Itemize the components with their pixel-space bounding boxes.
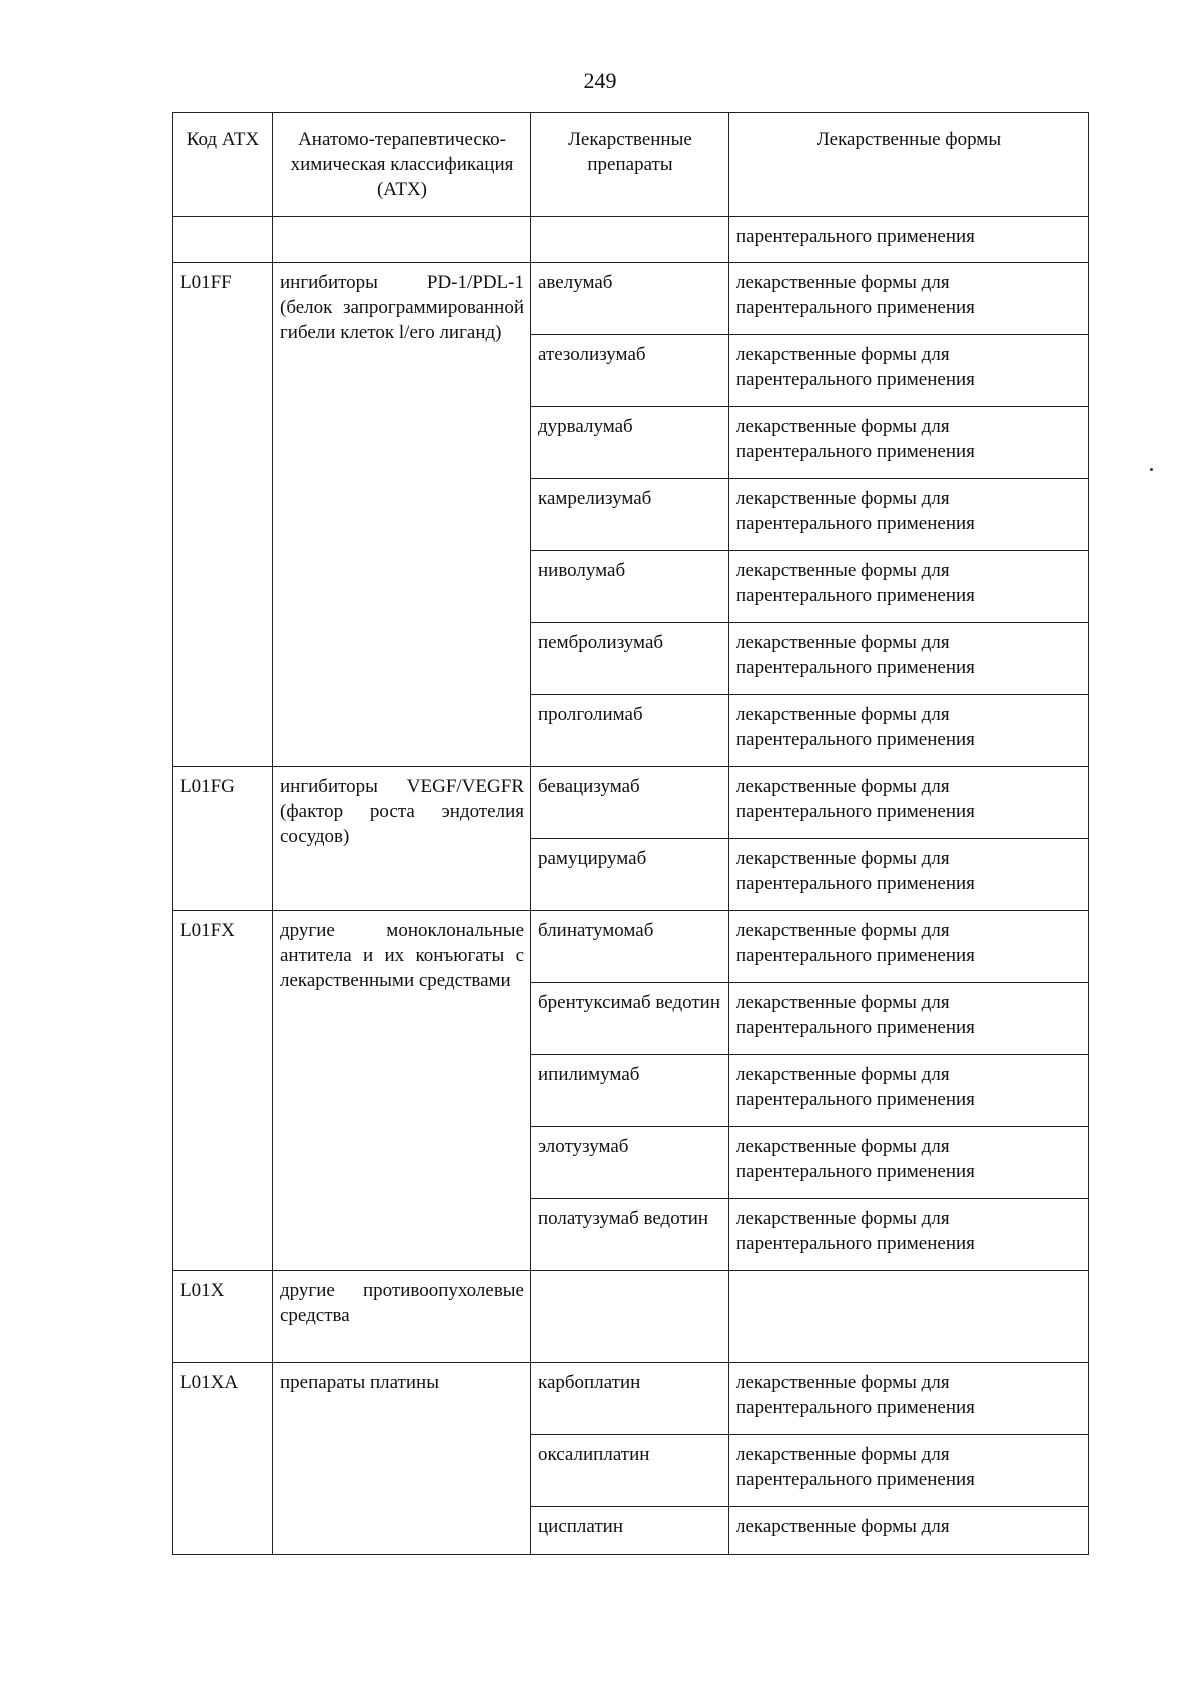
dosage-form: лекарственные формы для парентерального применения bbox=[729, 623, 1089, 695]
atx-table bbox=[172, 112, 1089, 1555]
atx-code: L01FF bbox=[173, 263, 273, 767]
drug-name: пролголимаб bbox=[531, 695, 729, 767]
dosage-form: лекарственные формы для парентерального применения bbox=[729, 551, 1089, 623]
cell-form: парентерального применения bbox=[729, 217, 1089, 263]
drug-name: камрелизумаб bbox=[531, 479, 729, 551]
drug-name: полатузумаб ведотин bbox=[531, 1199, 729, 1271]
drug-name bbox=[531, 1271, 729, 1363]
drug-name: авелумаб bbox=[531, 263, 729, 335]
header-forms: Лекарственные формы bbox=[729, 113, 1089, 217]
cell-code bbox=[173, 217, 273, 263]
dosage-form: лекарственные формы для парентерального применения bbox=[729, 335, 1089, 407]
atx-classification: другие моноклональные антитела и их конъюгаты с лекарственными средствами bbox=[273, 911, 531, 1271]
drug-name: атезолизумаб bbox=[531, 335, 729, 407]
dosage-form: лекарственные формы для парентерального применения bbox=[729, 767, 1089, 839]
atx-classification: ингибиторы PD-1/PDL-1 (белок запрограммированной гибели клеток l/его лиганд) bbox=[273, 263, 531, 767]
drug-name: пембролизумаб bbox=[531, 623, 729, 695]
cell-classification bbox=[273, 217, 531, 263]
dosage-form: лекарственные формы для парентерального применения bbox=[729, 911, 1089, 983]
drug-name: брентуксимаб ведотин bbox=[531, 983, 729, 1055]
atx-code: L01X bbox=[173, 1271, 273, 1363]
table-row bbox=[173, 911, 1089, 983]
atx-code: L01FG bbox=[173, 767, 273, 911]
table-row bbox=[173, 1271, 1089, 1363]
drug-name: дурвалумаб bbox=[531, 407, 729, 479]
atx-code: L01XA bbox=[173, 1363, 273, 1555]
dosage-form: лекарственные формы для парентерального применения bbox=[729, 695, 1089, 767]
scan-speck bbox=[1150, 468, 1153, 471]
dosage-form: лекарственные формы для парентерального применения bbox=[729, 407, 1089, 479]
page-number: 249 bbox=[583, 68, 617, 93]
continuation-row bbox=[173, 217, 1089, 263]
header-drugs: Лекарственные препараты bbox=[531, 113, 729, 217]
dosage-form: лекарственные формы для парентерального применения bbox=[729, 1199, 1089, 1271]
drug-name: ипилимумаб bbox=[531, 1055, 729, 1127]
dosage-form: лекарственные формы для парентерального применения bbox=[729, 1127, 1089, 1199]
dosage-form: лекарственные формы для парентерального применения bbox=[729, 263, 1089, 335]
atx-code: L01FX bbox=[173, 911, 273, 1271]
dosage-form: лекарственные формы для парентерального применения bbox=[729, 839, 1089, 911]
drug-name: бевацизумаб bbox=[531, 767, 729, 839]
dosage-form: лекарственные формы для парентерального применения bbox=[729, 1435, 1089, 1507]
drug-name: ниволумаб bbox=[531, 551, 729, 623]
dosage-form: лекарственные формы для парентерального применения bbox=[729, 1363, 1089, 1435]
drug-name: элотузумаб bbox=[531, 1127, 729, 1199]
dosage-form: лекарственные формы для парентерального применения bbox=[729, 983, 1089, 1055]
drug-name: блинатумомаб bbox=[531, 911, 729, 983]
drug-name: карбоплатин bbox=[531, 1363, 729, 1435]
dosage-form: лекарственные формы для парентерального применения bbox=[729, 1055, 1089, 1127]
atx-classification: препараты платины bbox=[273, 1363, 531, 1555]
table-row bbox=[173, 263, 1089, 335]
table-row bbox=[173, 767, 1089, 839]
drug-name: рамуцирумаб bbox=[531, 839, 729, 911]
dosage-form bbox=[729, 1271, 1089, 1363]
drug-name: оксалиплатин bbox=[531, 1435, 729, 1507]
cell-drug bbox=[531, 217, 729, 263]
table-header-row bbox=[173, 113, 1089, 217]
dosage-form: лекарственные формы для парентерального применения bbox=[729, 479, 1089, 551]
atx-classification: ингибиторы VEGF/VEGFR (фактор роста эндотелия сосудов) bbox=[273, 767, 531, 911]
table-row bbox=[173, 1363, 1089, 1435]
atx-classification: другие противоопухолевые средства bbox=[273, 1271, 531, 1363]
header-code: Код АТХ bbox=[173, 113, 273, 217]
drug-name: цисплатин bbox=[531, 1507, 729, 1555]
dosage-form: лекарственные формы для bbox=[729, 1507, 1089, 1555]
header-classification: Анатомо-терапевтическо-химическая классификация (АТХ) bbox=[273, 113, 531, 217]
